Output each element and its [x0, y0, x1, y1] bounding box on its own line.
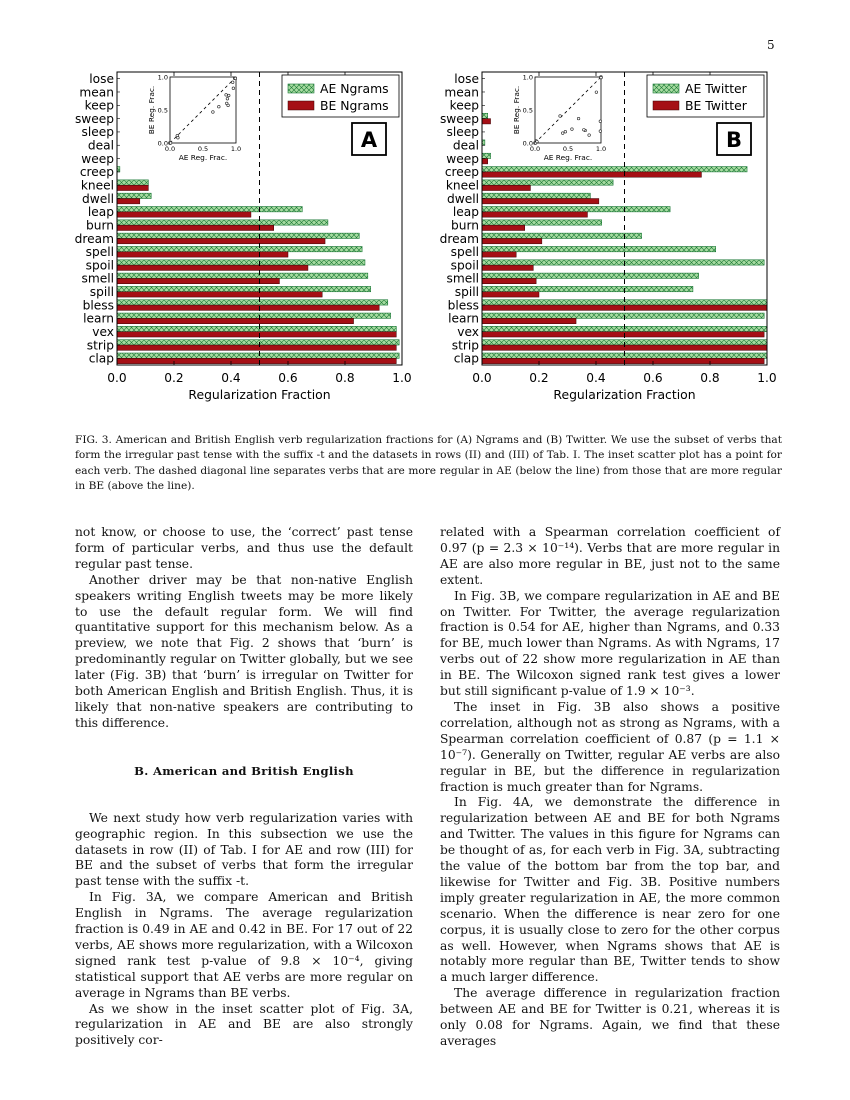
category-label: creep	[444, 165, 479, 180]
ae-bar	[117, 326, 396, 331]
be-bar	[482, 159, 488, 164]
ae-bar	[117, 260, 365, 265]
ae-bar	[482, 193, 590, 198]
category-label: clap	[453, 351, 479, 366]
category-label: keep	[84, 98, 114, 113]
ae-bar	[482, 153, 491, 158]
category-label: lose	[89, 71, 114, 86]
section-heading: B. American and British English	[134, 763, 354, 778]
category-label: spoil	[450, 258, 479, 273]
ae-bar	[117, 313, 391, 318]
inset-y-tick-label: 1.0	[522, 73, 533, 82]
ae-bar	[482, 313, 764, 318]
inset-point	[231, 81, 234, 84]
paragraph: The average difference in regularization fraction between AE and BE for Twitter is 0.21, whereas it is only 0.08 for Ngrams. Again, we find that these averages	[440, 986, 780, 1048]
ae-bar	[117, 286, 371, 291]
figure-3-charts	[74, 60, 794, 435]
category-label: kneel	[80, 178, 114, 193]
category-label: mean	[444, 85, 479, 100]
category-label: burn	[451, 218, 479, 233]
body-column-right	[440, 525, 780, 1050]
body-column-left	[75, 525, 413, 1049]
inset-x-tick-label: 1.0	[595, 145, 607, 153]
ae-bar	[117, 207, 302, 212]
be-bar	[117, 292, 322, 297]
legend-swatch-ae	[653, 84, 679, 93]
inset-y-tick-label: 0.0	[157, 139, 168, 148]
inset-point	[177, 136, 180, 139]
be-bar	[482, 172, 701, 177]
inset-point	[595, 91, 598, 94]
category-label: spell	[450, 245, 479, 260]
page-number: 5	[767, 38, 775, 52]
be-bar	[117, 252, 288, 257]
legend-label-ae: AE Ngrams	[320, 81, 389, 96]
inset-point	[218, 105, 221, 108]
inset-point	[599, 130, 602, 133]
ae-bar	[117, 246, 362, 251]
be-bar	[482, 265, 533, 270]
inset-x-tick-label: 0.5	[197, 145, 209, 153]
x-tick-label: 0.6	[643, 371, 663, 385]
category-label: mean	[79, 85, 114, 100]
inset-point	[561, 132, 564, 135]
inset-point	[599, 120, 602, 123]
be-bar	[482, 292, 539, 297]
ae-bar	[117, 180, 148, 185]
be-bar	[482, 252, 516, 257]
ae-bar	[482, 260, 764, 265]
inset-y-label: BE Reg. Frac.	[512, 85, 521, 135]
chart-panel-b	[440, 72, 777, 402]
ae-bar	[482, 286, 693, 291]
ae-bar	[117, 220, 328, 225]
be-bar	[482, 358, 764, 363]
be-bar	[117, 305, 379, 310]
be-bar	[117, 185, 148, 190]
category-label: dream	[74, 231, 114, 246]
be-bar	[482, 212, 587, 217]
inset-point	[536, 140, 539, 143]
be-bar	[482, 332, 764, 337]
be-bar	[482, 238, 542, 243]
category-label: creep	[79, 165, 114, 180]
inset-point	[225, 94, 228, 97]
ae-bar	[482, 180, 613, 185]
legend-swatch-be	[288, 101, 314, 110]
category-label: keep	[449, 98, 479, 113]
x-tick-label: 0.2	[529, 371, 549, 385]
be-bar	[482, 278, 536, 283]
be-bar	[482, 199, 599, 204]
x-axis-label: Regularization Fraction	[553, 387, 696, 402]
category-label: vex	[457, 325, 479, 340]
category-label: learn	[448, 311, 479, 326]
paragraph: In Fig. 3B, we compare regularization in AE and BE on Twitter. For Twitter, the average regularization fraction is 0.54 for AE, higher than Ngrams, and 0.33 for BE, much lower than Ngrams. As with Ngrams, 17 verbs out of 22 show more regularization in AE than in BE. The Wilcoxon signed rank test gives a lower but still significant p-value of 1.9 × 10⁻³.	[440, 588, 780, 699]
category-label: dwell	[82, 191, 114, 206]
category-label: sweep	[439, 111, 479, 126]
ae-bar	[482, 220, 602, 225]
category-label: lose	[454, 71, 479, 86]
x-tick-label: 0.0	[107, 371, 127, 385]
inset-x-label: AE Reg. Frac.	[543, 153, 593, 162]
inset-point	[212, 111, 215, 114]
ae-bar	[482, 207, 670, 212]
ae-bar	[482, 233, 642, 238]
be-bar	[482, 318, 576, 323]
paragraph: The inset in Fig. 3B also shows a positive correlation, although not as strong as Ngrams, with a Spearman correlation coefficient of 0.87 (p = 1.1 × 10⁻⁷). Generally on Twitter, regular AE verbs are also regular in BE, but the difference in regularization fraction is much greater than for Ngrams.	[440, 699, 780, 794]
inset-y-tick-label: 0.5	[157, 106, 168, 115]
x-tick-label: 0.4	[221, 371, 241, 385]
be-bar	[117, 278, 279, 283]
x-tick-label: 1.0	[757, 371, 777, 385]
be-bar	[117, 265, 308, 270]
category-label: bless	[447, 298, 479, 313]
chart-panel-a	[75, 72, 412, 402]
inset-point	[169, 142, 172, 145]
be-bar	[117, 318, 354, 323]
category-label: spill	[454, 285, 479, 300]
category-label: leap	[452, 205, 479, 220]
category-label: sleep	[81, 125, 114, 140]
be-bar	[482, 225, 525, 230]
category-label: sweep	[74, 111, 114, 126]
be-bar	[482, 185, 530, 190]
be-bar	[117, 212, 251, 217]
paragraph: related with a Spearman correlation coefficient of 0.97 (p = 2.3 × 10⁻¹⁴). Verbs that are more regular in AE are also more regular in BE, just not to the same extent.	[440, 525, 780, 587]
category-label: burn	[86, 218, 114, 233]
inset-point	[226, 97, 229, 100]
inset-x-tick-label: 0.0	[164, 145, 176, 153]
x-axis-label: Regularization Fraction	[188, 387, 331, 402]
category-label: weep	[446, 151, 479, 166]
inset-point	[232, 87, 235, 90]
inset-point	[234, 77, 237, 80]
paragraph: not know, or choose to use, the ‘correct’ past tense form of particular verbs, and thus use the default regular past tense.	[75, 525, 413, 571]
inset-point	[583, 129, 586, 132]
inset-point	[559, 115, 562, 118]
ae-bar	[117, 340, 399, 345]
be-bar	[117, 332, 396, 337]
category-label: vex	[92, 325, 114, 340]
category-label: strip	[86, 338, 114, 353]
figure-caption: FIG. 3. American and British English verb regularization fractions for (A) Ngrams and (B) Twitter. We use the subset of verbs that form the irregular past tense with the suffix -t and the datasets in rows (II) and (III) of Tab. I. The inset scatter plot has a point for each verb. The dashed diagonal line separates verbs that are more regular in AE (below the line) from those that are more regular in BE (above the line).	[75, 434, 782, 492]
inset-point	[571, 128, 574, 131]
category-label: spoil	[85, 258, 114, 273]
category-label: dwell	[447, 191, 479, 206]
paragraph: In Fig. 4A, we demonstrate the difference in regularization between AE and BE for both Ngrams and Twitter. The values in this figure for Ngrams can be thought of as, for each verb in Fig. 3A, subtracting the value of the bottom bar from the top bar, and likewise for Twitter and Fig. 3B. Positive numbers imply greater regularization in AE, the more common scenario. When the difference is near zero for one corpus, it is usually close to zero for the other corpus as well. However, when Ngrams shows that AE is notably more regular than BE, Twitter tends to show a much larger difference.	[440, 795, 780, 985]
panel-label: B	[725, 128, 743, 152]
panel-label: A	[360, 128, 378, 152]
inset-point	[564, 130, 567, 133]
category-label: sleep	[446, 125, 479, 140]
inset-y-tick-label: 1.0	[157, 73, 168, 82]
category-label: learn	[83, 311, 114, 326]
category-label: spell	[85, 245, 114, 260]
category-label: strip	[451, 338, 479, 353]
inset-x-label: AE Reg. Frac.	[178, 153, 228, 162]
ae-bar	[117, 300, 388, 305]
category-label: bless	[82, 298, 114, 313]
category-label: deal	[87, 138, 114, 153]
be-bar	[482, 119, 491, 124]
paragraph: Another driver may be that non-native English speakers writing English tweets may be more likely to use the default regular form. We will find quantitative support for this mechanism below. As a preview, we note that Fig. 2 shows that ‘burn’ is predominantly regular on Twitter globally, but we see later (Fig. 3B) that ‘burn’ is irregular on Twitter for both American English and British English. Thus, it is likely that non-native speakers are contributing to this difference.	[75, 572, 413, 730]
ae-bar	[482, 113, 488, 118]
legend-label-be: BE Ngrams	[320, 98, 389, 113]
inset-point	[600, 76, 603, 79]
ae-bar	[482, 246, 716, 251]
x-tick-label: 0.4	[586, 371, 606, 385]
inset-y-label: BE Reg. Frac.	[147, 85, 156, 135]
be-bar	[117, 345, 396, 350]
category-label: dream	[439, 231, 479, 246]
paragraph: As we show in the inset scatter plot of Fig. 3A, regularization in AE and BE are also strongly positively cor-	[75, 1001, 413, 1048]
inset-point	[588, 134, 591, 137]
be-bar	[117, 199, 140, 204]
category-label: clap	[88, 351, 114, 366]
inset-x-tick-label: 1.0	[230, 145, 242, 153]
legend-swatch-be	[653, 101, 679, 110]
be-bar	[117, 225, 274, 230]
paragraph: We next study how verb regularization varies with geographic region. In this subsection we use the datasets in row (II) of Tab. I for AE and row (III) for BE and the subset of verbs that form the irregular past tense with the suffix -t.	[75, 810, 413, 889]
ae-bar	[117, 273, 368, 278]
legend-label-be: BE Twitter	[685, 98, 747, 113]
legend-label-ae: AE Twitter	[685, 81, 747, 96]
figure-3	[74, 60, 794, 435]
category-label: weep	[81, 151, 114, 166]
category-label: kneel	[445, 178, 479, 193]
inset-point	[227, 104, 230, 107]
x-tick-label: 0.2	[164, 371, 184, 385]
inset-x-tick-label: 0.0	[529, 145, 541, 153]
x-tick-label: 0.8	[335, 371, 355, 385]
ae-bar	[482, 273, 699, 278]
x-tick-label: 0.8	[700, 371, 720, 385]
category-label: spill	[89, 285, 114, 300]
category-label: leap	[87, 205, 114, 220]
category-label: smell	[446, 271, 479, 286]
inset-point	[577, 117, 580, 120]
category-label: deal	[452, 138, 479, 153]
legend-swatch-ae	[288, 84, 314, 93]
x-tick-label: 0.0	[472, 371, 492, 385]
inset-y-tick-label: 0.0	[522, 139, 533, 148]
category-label: smell	[81, 271, 114, 286]
inset-x-tick-label: 0.5	[562, 145, 574, 153]
inset-y-tick-label: 0.5	[522, 106, 533, 115]
paragraph: In Fig. 3A, we compare American and British English in Ngrams. The average regularization fraction is 0.49 in AE and 0.42 in BE. For 17 out of 22 verbs, AE shows more regularization, with a Wilcoxon signed rank test p-value of 9.8 × 10⁻⁴, giving statistical support that AE verbs are more regular on average in Ngrams than BE verbs.	[75, 890, 413, 1000]
x-tick-label: 0.6	[278, 371, 298, 385]
x-tick-label: 1.0	[392, 371, 412, 385]
inset-point	[227, 94, 230, 97]
ae-bar	[482, 167, 747, 172]
be-bar	[117, 238, 325, 243]
ae-bar	[117, 233, 359, 238]
ae-bar	[117, 353, 399, 358]
be-bar	[117, 358, 396, 363]
ae-bar	[117, 193, 151, 198]
